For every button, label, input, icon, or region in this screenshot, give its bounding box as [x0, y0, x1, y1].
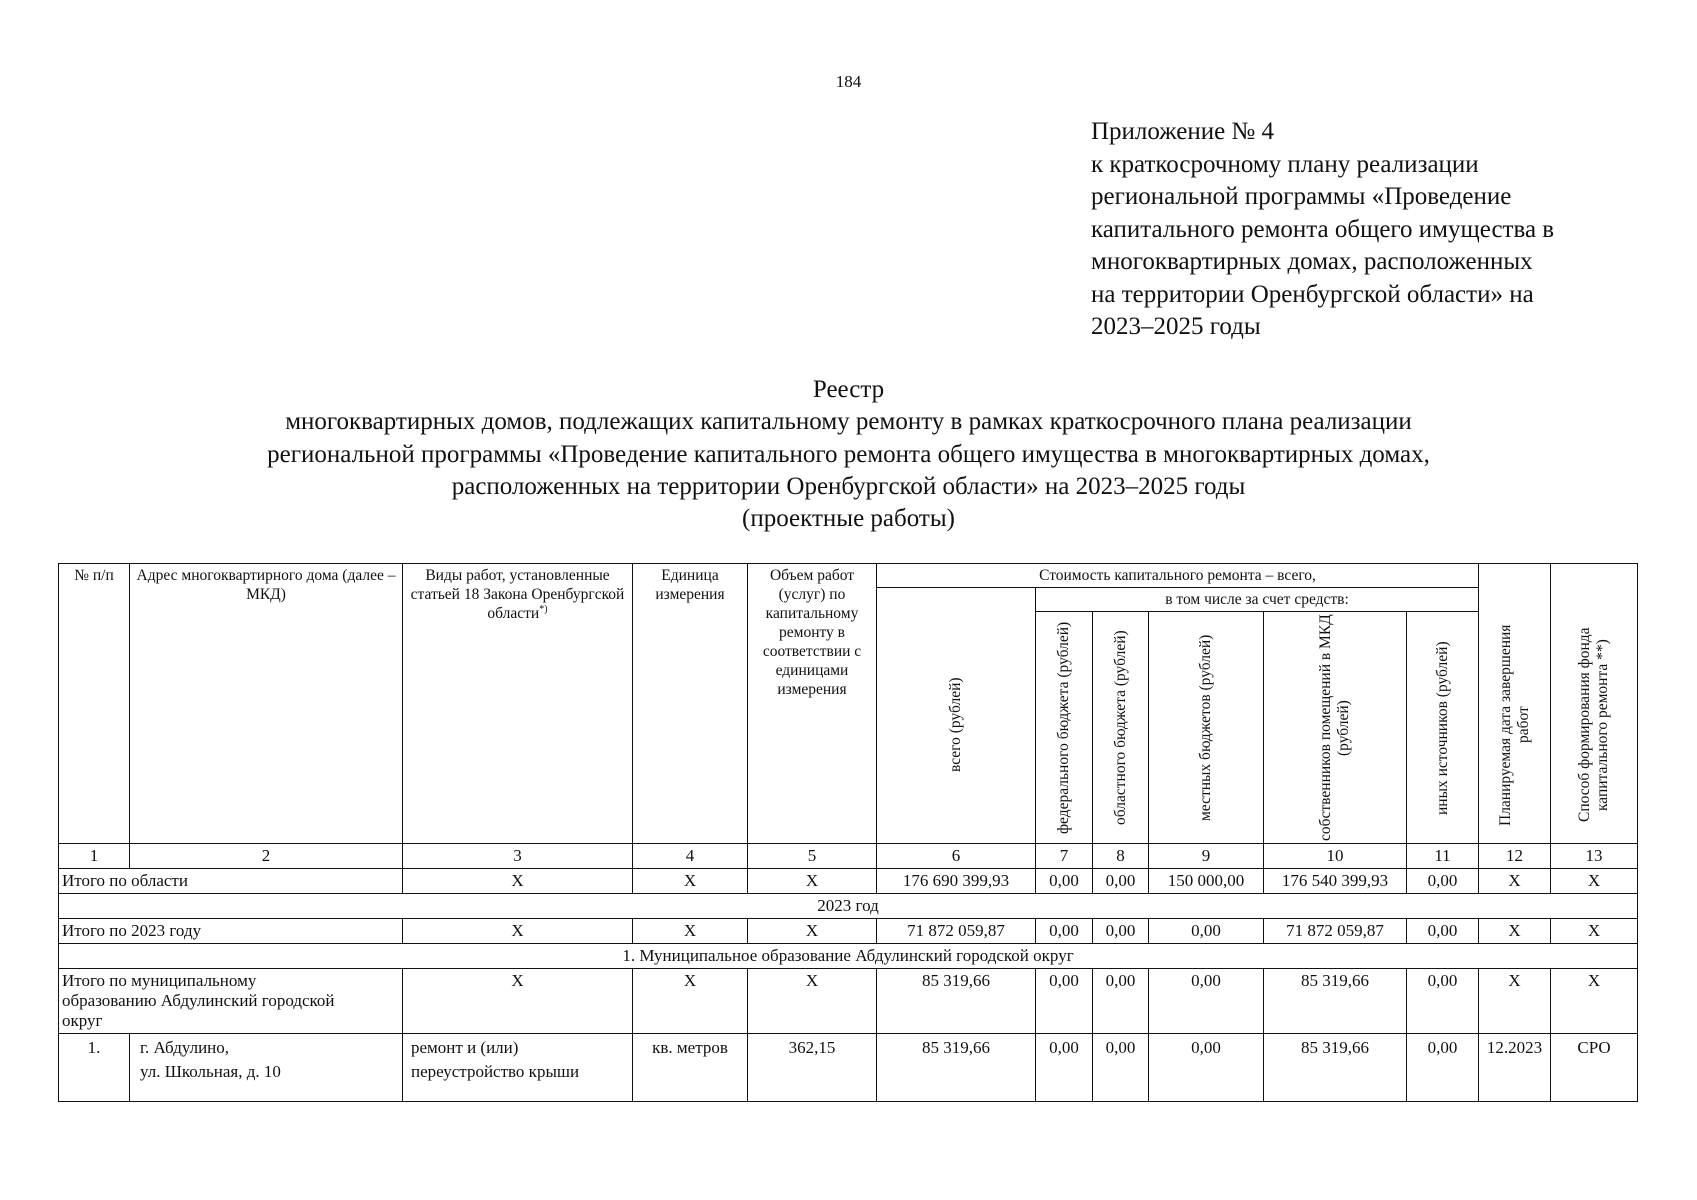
region-total-local: 150 000,00: [1149, 869, 1264, 894]
header-other: [1407, 612, 1479, 844]
row-address: [130, 1034, 403, 1102]
region-total-label: Итого по области: [59, 869, 403, 894]
municipality-total-federal: 0,00: [1036, 969, 1093, 1034]
header-local: [1149, 612, 1264, 844]
column-number: 12: [1479, 844, 1551, 869]
region-total-owners: 176 540 399,93: [1264, 869, 1407, 894]
row-work-type-line: переустройство крыши: [411, 1062, 580, 1081]
header-federal-text: федерального бюджета (рублей): [1055, 621, 1072, 835]
header-address: Адрес многоквартирного дома (далее – МКД): [130, 564, 403, 844]
region-total-total: 176 690 399,93: [877, 869, 1036, 894]
header-planned-date: [1479, 564, 1551, 844]
column-number: 1: [59, 844, 130, 869]
municipality-row: [59, 944, 1638, 969]
municipality-total-fund-method: X: [1551, 969, 1638, 1034]
appendix-line: к краткосрочному плану реализации: [1091, 150, 1479, 178]
column-number: 4: [633, 844, 748, 869]
municipality-total-total: 85 319,66: [877, 969, 1036, 1034]
row-fund-method: СРО: [1551, 1034, 1638, 1102]
municipality-total-regional: 0,00: [1093, 969, 1149, 1034]
column-number: 11: [1407, 844, 1479, 869]
row-other: 0,00: [1407, 1034, 1479, 1102]
column-number-row: [59, 844, 1638, 869]
header-planned-date-text: Планируемая дата завершения работ: [1496, 624, 1532, 826]
row-federal: 0,00: [1036, 1034, 1093, 1102]
header-fund-method-label: Способ формирования фонда капитального ремонта: [1576, 627, 1611, 823]
header-volume: Объем работ (услуг) по капитальному ремонту в соответствии с единицами измерения: [748, 564, 877, 844]
row-address-line: г. Абдулино,: [140, 1038, 230, 1057]
header-total-text: всего (рублей): [947, 677, 964, 773]
header-fund-method-sup: **): [1594, 639, 1611, 660]
year-total-fund-method: X: [1551, 919, 1638, 944]
region-total-work-types: X: [403, 869, 633, 894]
title-line: региональной программы «Проведение капитального ремонта общего имущества в многоквартирных домах,: [267, 440, 1430, 468]
municipality-total-work-types: X: [403, 969, 633, 1034]
column-number: 6: [877, 844, 1036, 869]
appendix-line: региональной программы «Проведение: [1091, 183, 1512, 210]
header-regional: [1093, 612, 1149, 844]
municipality-total-unit: X: [633, 969, 748, 1034]
row-planned-date: 12.2023: [1479, 1034, 1551, 1102]
column-number: 3: [403, 844, 633, 869]
header-sources-group: в том числе за счет средств:: [1036, 588, 1479, 612]
title-line: (проектные работы): [742, 505, 955, 533]
region-total-row: [59, 869, 1638, 894]
appendix-line: капитального ремонта общего имущества в: [1091, 215, 1555, 243]
header-local-text: местных бюджетов (рублей): [1197, 634, 1214, 822]
column-number: 2: [130, 844, 403, 869]
row-local: 0,00: [1149, 1034, 1264, 1102]
title-line: Реестр: [812, 376, 885, 403]
year-total-label: Итого по 2023 году: [59, 919, 403, 944]
header-other-text: иных источников (рублей): [1433, 641, 1451, 815]
municipality-label: 1. Муниципальное образование Абдулинский городской округ: [59, 944, 1638, 969]
header-federal: [1036, 612, 1093, 844]
header-unit: Единица измерения: [633, 564, 748, 844]
document-title: [0, 374, 1697, 535]
title-line: многоквартирных домов, подлежащих капитальному ремонту в рамках краткосрочного плана реализации: [285, 408, 1412, 436]
header-fund-method: [1551, 564, 1638, 844]
year-total-other: 0,00: [1407, 919, 1479, 944]
region-total-volume: X: [748, 869, 877, 894]
year-total-regional: 0,00: [1093, 919, 1149, 944]
row-address-line: ул. Школьная, д. 10: [140, 1062, 281, 1081]
region-total-unit: X: [633, 869, 748, 894]
column-number: 5: [748, 844, 877, 869]
region-total-other: 0,00: [1407, 869, 1479, 894]
row-regional: 0,00: [1093, 1034, 1149, 1102]
row-work-type-line: ремонт и (или): [411, 1038, 519, 1057]
municipality-total-label: Итого по муниципальному образованию Абдулинский городской округ: [59, 969, 403, 1034]
row-total: 85 319,66: [877, 1034, 1036, 1102]
year-total-local: 0,00: [1149, 919, 1264, 944]
year-total-row: [59, 919, 1638, 944]
year-total-planned-date: X: [1479, 919, 1551, 944]
column-number: 13: [1551, 844, 1638, 869]
header-regional-text: областного бюджета (рублей): [1111, 630, 1129, 826]
row-owners: 85 319,66: [1264, 1034, 1407, 1102]
region-total-regional: 0,00: [1093, 869, 1149, 894]
municipality-total-volume: X: [748, 969, 877, 1034]
municipality-total-other: 0,00: [1407, 969, 1479, 1034]
column-number: 7: [1036, 844, 1093, 869]
title-line: расположенных на территории Оренбургской области» на 2023–2025 годы: [451, 472, 1246, 500]
header-num: № п/п: [59, 564, 130, 844]
header-work-types-sup: *): [539, 603, 548, 615]
region-total-fund-method: X: [1551, 869, 1638, 894]
header-work-types: [403, 564, 633, 844]
year-label: 2023 год: [59, 894, 1638, 919]
region-total-planned-date: X: [1479, 869, 1551, 894]
header-row: [59, 564, 1638, 588]
year-total-total: 71 872 059,87: [877, 919, 1036, 944]
appendix-line: 2023–2025 годы: [1091, 313, 1261, 340]
table-row: [59, 1034, 1638, 1102]
header-owners: [1264, 612, 1407, 844]
column-number: 10: [1264, 844, 1407, 869]
municipality-total-local: 0,00: [1149, 969, 1264, 1034]
year-total-owners: 71 872 059,87: [1264, 919, 1407, 944]
municipality-total-owners: 85 319,66: [1264, 969, 1407, 1034]
appendix-line: на территории Оренбургской области» на: [1091, 280, 1534, 308]
column-number: 8: [1093, 844, 1149, 869]
year-total-volume: X: [748, 919, 877, 944]
header-work-types-text: Виды работ, установленные статьей 18 Закона Оренбургской области: [410, 567, 625, 622]
appendix-line: Приложение № 4: [1091, 118, 1275, 145]
header-total: [877, 588, 1036, 844]
region-total-federal: 0,00: [1036, 869, 1093, 894]
appendix-note: [1091, 116, 1651, 344]
year-total-unit: X: [633, 919, 748, 944]
column-number: 9: [1149, 844, 1264, 869]
header-cost-group: Стоимость капитального ремонта – всего,: [877, 564, 1479, 588]
year-row: [59, 894, 1638, 919]
municipality-total-planned-date: X: [1479, 969, 1551, 1034]
header-fund-method-text: [1576, 607, 1612, 843]
header-owners-text: собственников помещений в МКД (рублей): [1317, 614, 1352, 842]
municipality-total-row: [59, 969, 1638, 1034]
registry-table: [58, 563, 1638, 1102]
row-num: 1.: [59, 1034, 130, 1102]
row-volume: 362,15: [748, 1034, 877, 1102]
page-number: 184: [835, 72, 862, 91]
year-total-federal: 0,00: [1036, 919, 1093, 944]
year-total-work-types: X: [403, 919, 633, 944]
row-unit: кв. метров: [633, 1034, 748, 1102]
appendix-line: многоквартирных домах, расположенных: [1091, 248, 1533, 275]
row-work-type: [403, 1034, 633, 1102]
